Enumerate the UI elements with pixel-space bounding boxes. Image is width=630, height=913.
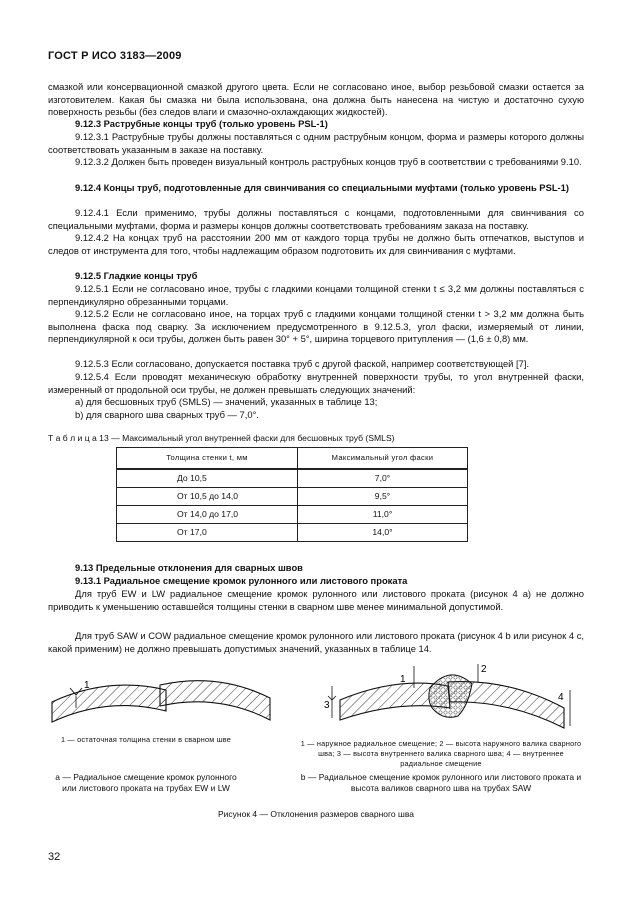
table-header-row xyxy=(117,448,468,470)
paragraph-9-12-5-3: 9.12.5.3 Если согласовано, допускается поставка труб с другой фаской, например соответствующей [7]. xyxy=(75,358,530,369)
table-cell: От 14,0 до 17,0 xyxy=(117,506,298,524)
figure-4a-legend: 1 — остаточная толщина стенки в сварном шве xyxy=(60,735,232,744)
paragraph-9-12-5-4: 9.12.5.4 Если проводят механическую обработку внутренней поверхности трубы, то угол внутренней фаски, измеренный от продольной оси трубы, не должен превышать следующих значений: xyxy=(48,371,584,395)
paragraph-9-12-3-1: 9.12.3.1 Раструбные трубы должны поставляться с одним раструбным концом, форма и размеры которого должны соответствовать указанным в заказе на поставку. xyxy=(48,131,584,155)
table-row xyxy=(117,506,468,524)
table-cell: 9,5° xyxy=(298,488,468,506)
table-cell: До 10,5 xyxy=(117,469,298,488)
table-row xyxy=(117,488,468,506)
figure-4-title: Рисунок 4 — Отклонения размеров сварного шва xyxy=(218,809,414,819)
table-cell: 14,0° xyxy=(298,524,468,542)
figure-4b-number-1: 1 xyxy=(400,674,406,685)
table-cell: 7,0° xyxy=(298,469,468,488)
figure-4b-legend: 1 — наружное радиальное смещение; 2 — высота наружного валика сварного шва; 3 — высота внутреннего валика сварного шва; 4 — внутреннее радиальное смещение xyxy=(300,739,582,768)
table-header-angle: Максимальный угол фаски xyxy=(298,448,468,470)
table-cell: От 10,5 до 14,0 xyxy=(117,488,298,506)
paragraph-9-12-5-1: 9.12.5.1 Если не согласовано иное, трубы с гладкими концами толщиной стенки t ≤ 3,2 мм должны поставляться с перпендикулярно обрезанными торцами. xyxy=(48,283,584,307)
table-cell: От 17,0 xyxy=(117,524,298,542)
heading-9-13: 9.13 Предельные отклонения для сварных швов xyxy=(75,562,303,573)
list-item-a: а) для бесшовных труб (SMLS) — значений, указанных в таблице 13; xyxy=(75,396,378,407)
table-row xyxy=(117,524,468,542)
figure-4b-caption: b — Радиальное смещение кромок рулонного или листового проката и высота валиков сварного шва на трубах SAW xyxy=(300,772,582,793)
paragraph-9-13-1-a: Для труб EW и LW радиальное смещение кромок рулонного или листового проката (рисунок 4 а) не должно приводить к уменьшению оставшейся толщины стенки в сварном шве менее минимальной допустимой. xyxy=(48,588,584,612)
figure-4b-number-4: 4 xyxy=(558,692,564,703)
heading-9-12-3: 9.12.3 Раструбные концы труб (только уровень PSL-1) xyxy=(75,118,328,129)
paragraph-9-13-1-b: Для труб SAW и COW радиальное смещение кромок рулонного или листового проката (рисунок 4 b или рисунок 4 c, какой применим) не должно превышать допустимых значений, указанных в таблице 14. xyxy=(48,630,584,654)
table-13 xyxy=(116,447,468,542)
table-row xyxy=(117,469,468,488)
figure-4b-number-3: 3 xyxy=(324,700,330,711)
figure-4b-drawing xyxy=(318,660,584,732)
figure-4a-number: 1 xyxy=(84,680,90,691)
list-item-b: b) для сварного шва сварных труб — 7,0°. xyxy=(75,409,259,420)
paragraph-9-12-4-2: 9.12.4.2 На концах труб на расстоянии 200 мм от каждого торца трубы не должно быть отпечатков, выступов и следов от инструмента для того, чтобы надлежащим образом подготовить их для свинчивания с муфтами. xyxy=(48,232,584,256)
figure-4a-drawing xyxy=(48,668,278,736)
heading-9-12-5: 9.12.5 Гладкие концы труб xyxy=(75,270,198,281)
paragraph-9-12-3-2: 9.12.3.2 Должен быть проведен визуальный контроль раструбных концов труб в соответствии с требованиями 9.10. xyxy=(75,156,582,167)
heading-9-13-1: 9.13.1 Радиальное смещение кромок рулонного или листового проката xyxy=(75,575,408,586)
figure-4a-caption: а — Радиальное смещение кромок рулонного или листового проката на трубах EW и LW xyxy=(55,772,237,793)
paragraph-9-12-4-1: 9.12.4.1 Если применимо, трубы должны поставляться с концами, подготовленными для свинчивания со специальными муфтами, форма и размеры концов должны соответствовать требованиям заказа на поставку. xyxy=(48,207,584,231)
paragraph-lubricant: смазкой или консервационной смазкой другого цвета. Если не согласовано иное, выбор резьбовой смазки остается за изготовителем. Какая бы смазка ни была использована, она должна быть нанесена на чистую и достаточно сухую поверхность резьбы (без следов влаги и смазочно-охлаждающих жидкостей). xyxy=(48,81,584,118)
table-13-caption: Т а б л и ц а 13 — Максимальный угол внутренней фаски для бесшовных труб (SMLS) xyxy=(48,433,395,443)
table-cell: 11,0° xyxy=(298,506,468,524)
heading-9-12-4: 9.12.4 Концы труб, подготовленные для свинчивания со специальными муфтами (только уровень PSL-1) xyxy=(75,182,570,193)
paragraph-9-12-5-2: 9.12.5.2 Если не согласовано иное, на торцах труб с гладкими концами толщиной стенки t > 3,2 мм должна быть выполнена фаска под сварку. За исключением предусмотренного в 9.12.5.3, угол фаски, измеряемый от линии, перпендикулярной к оси трубы, должен быть равен 30° + 5°, ширина торцевого притупления — (1,6 ± 0,8) мм. xyxy=(48,308,584,345)
figure-4b-number-2: 2 xyxy=(481,664,487,675)
table-header-thickness: Толщина стенки t, мм xyxy=(117,448,298,470)
page-number: 32 xyxy=(48,851,61,863)
document-header: ГОСТ Р ИСО 3183—2009 xyxy=(48,50,182,62)
